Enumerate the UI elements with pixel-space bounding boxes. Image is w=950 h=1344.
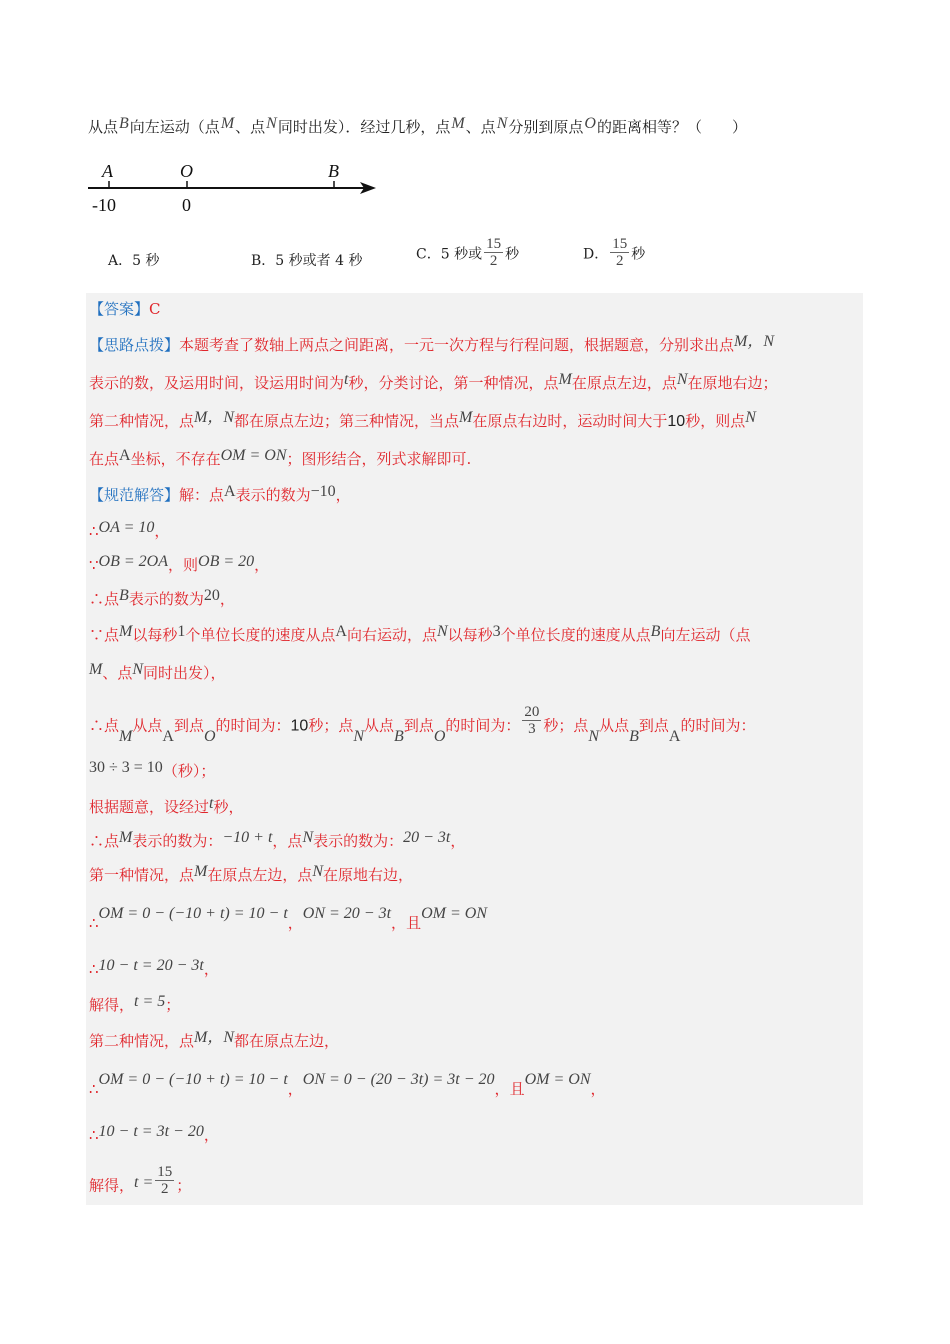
solution-tag: 【规范解答】 [89,486,180,504]
solution-line-6 [89,662,226,685]
solution-line-11 [89,864,413,887]
text: 解：点 [179,486,225,504]
math: t = 5 [134,993,166,1010]
option-c[interactable] [416,238,519,271]
solution-line-17 [89,1124,219,1147]
math: 1 [177,623,186,640]
text: 表示的数，及运用时间，设运用时间为 [89,374,345,392]
solution-line-16 [89,1071,606,1098]
text: 秒；点 [308,716,354,735]
text: 在原地右边， [323,866,414,884]
text: 点 [104,832,120,850]
text: 在点 [89,450,120,468]
text: 解得， [89,996,135,1014]
number: 10 [667,413,686,430]
math-t: t [344,371,349,388]
option-a[interactable]: A．5 秒 [108,253,160,269]
q-text: 、点 [465,118,496,136]
math-N: N [266,115,277,132]
analysis-line-1 [89,334,774,357]
label-A: A [102,161,113,181]
therefore-icon: ∴ [89,832,105,850]
solution-line-4 [89,588,235,611]
math-A: A [224,483,236,500]
frac-den: 2 [489,253,498,269]
answer-value: C [149,300,161,318]
option-b[interactable]: B．5 秒或者 4 秒 [251,253,363,269]
option-c-unit: 秒 [505,246,520,263]
text: 解得， [89,1176,135,1195]
because-icon: ∵ [89,626,105,644]
text: 表示的数为： [132,832,223,850]
text: 个单位长度的速度从点 [185,626,336,644]
text: 在原点左边，点 [571,374,677,392]
text: 从点 [132,716,163,735]
math-N: N [353,727,365,745]
text: （秒）； [162,762,216,780]
label-O: O [180,161,193,181]
math-M: M [194,863,208,880]
text: ， [287,914,303,932]
fraction [522,704,541,737]
text: ， [287,1080,303,1098]
because-icon: ∵ [89,556,99,574]
answer-options [108,236,808,280]
text: 到点 [638,716,669,735]
text: 的时间为： [445,716,521,735]
frac-num: 20 [524,704,540,720]
math-N: N [436,623,448,640]
math: OB = 2OA [98,553,168,570]
therefore-icon: ∴ [89,1080,99,1098]
fraction [155,1164,174,1197]
text: 到点 [403,716,434,735]
text: 在原点右边时，运动时间大于 [472,412,668,430]
fraction [484,236,503,269]
math-A: A [335,623,347,640]
text: 根据题意，设经过 [89,798,210,816]
text: 第一种情况，点 [89,866,195,884]
solution-line-7 [89,704,756,745]
math: ON = 0 − (20 − 3t) = 3t − 20 [302,1071,495,1088]
math-M: M [89,661,103,678]
text: 点 [104,626,120,644]
frac-den: 2 [161,1181,169,1197]
text: 秒；点 [543,716,589,735]
solution-line-12 [89,905,487,932]
solution-line-18 [89,1164,192,1203]
math: 10 − t = 3t − 20 [98,1123,204,1140]
text: 秒， [213,798,244,816]
solution-line-9 [89,796,243,819]
math-A: A [162,727,174,745]
math-N: N [745,409,756,426]
therefore-icon: ∴ [89,716,105,735]
tick-neg10: -10 [92,195,116,215]
text: 第二种情况，点 [89,412,195,430]
math-N: N [588,727,600,745]
text: 同时出发）， [143,664,226,682]
text: 点 [104,716,120,735]
text: 的时间为： [215,716,291,735]
q-text: 的距离相等？（ ） [596,118,747,136]
math-B: B [119,115,129,132]
option-c-text: C．5 秒或 [416,246,483,263]
math: 3 [492,623,501,640]
text: 秒，分类讨论，第一种情况，点 [348,374,559,392]
fraction [610,236,629,269]
therefore-icon: ∴ [89,960,99,978]
math: OM = ON [421,905,487,922]
text: ；图形结合，列式求解即可. [286,450,472,468]
answer-tag: 【答案】 [89,300,150,318]
analysis-line-4 [89,448,471,471]
number-line-figure [86,158,386,218]
text: ， [450,832,466,850]
math-B: B [119,587,129,604]
tick-0: 0 [182,195,191,215]
text: ，点 [272,832,303,850]
frac-num: 15 [486,236,502,252]
solution-line-14 [89,994,180,1017]
frac-num: 15 [157,1164,173,1180]
math-M: M [459,409,473,426]
math: 30 ÷ 3 = 10 [89,759,163,776]
text: 秒，则点 [685,412,746,430]
math: OB = 20 [198,553,255,570]
text: 点 [104,590,120,608]
math-O: O [433,727,446,745]
text: ， [391,914,407,932]
math-O: O [584,115,596,132]
text: 以每秒 [132,626,178,644]
solution-line-3 [89,554,269,577]
math: ON = 20 − 3t [302,905,392,922]
math: 10 − t = 20 − 3t [98,957,204,974]
text: 从点 [364,716,395,735]
therefore-icon: ∴ [89,590,105,608]
text: 表示的数为： [313,832,404,850]
math: OM = 0 − (−10 + t) = 10 − t [98,905,288,922]
math: −10 [310,483,336,500]
q-text: 同时出发）．经过几秒，点 [277,118,451,136]
solution-line-2 [89,520,169,543]
math-N: N [312,863,324,880]
math-N: N [676,371,688,388]
text: ， [590,1080,606,1098]
math-B: B [650,623,661,640]
therefore-icon: ∴ [89,1126,99,1144]
text: ； [165,996,181,1014]
text: ，则 [168,556,199,574]
number-line-icon [86,158,386,218]
solution-line-5 [89,624,750,647]
math-O: O [203,727,216,745]
q-text: 从点 [88,118,119,136]
math-M: M [558,371,572,388]
solution-line-15 [89,1030,339,1053]
text: 表示的数为 [128,590,204,608]
analysis-line-3 [89,410,756,433]
therefore-icon: ∴ [89,522,99,540]
text: 都在原点左边；第三种情况，当点 [234,412,460,430]
text: 且 [406,914,422,932]
math: OM = ON [524,1071,591,1088]
math-M: M [220,115,235,132]
math: M，N [734,333,775,350]
text: 个单位长度的速度从点 [500,626,651,644]
option-d-unit: 秒 [631,246,646,263]
option-d[interactable] [583,238,645,271]
math-M: M [119,829,133,846]
frac-den: 2 [615,253,624,269]
math: OM = ON [220,447,287,464]
math-A: A [668,727,681,745]
q-text: 分别到原点 [508,118,584,136]
math-M: M [119,727,133,745]
text: ， [219,590,235,608]
text: 本题考查了数轴上两点之间距离，一元一次方程与行程问题，根据题意，分别求出点 [179,336,735,354]
text: 向右运动，点 [346,626,437,644]
math-t: t [209,795,214,812]
math-B: B [629,727,639,745]
frac-num: 15 [612,236,628,252]
frac-den: 3 [528,721,536,737]
math: 20 [203,587,220,604]
math: 20 − 3t [403,829,451,846]
text: 都在原点左边， [234,1032,340,1050]
label-B: B [328,161,339,181]
text: 表示的数为 [235,486,311,504]
text: 在原点左边，点 [207,866,313,884]
question-text [88,116,858,139]
text: ， [335,486,351,504]
math: −10 + t [222,829,273,846]
solution-line-13 [89,958,219,981]
text: ， [203,960,219,978]
math-A: A [119,447,131,464]
math: M，N [194,409,235,426]
math: t = [134,1173,154,1191]
solution-line-1 [89,484,351,507]
text: ， [494,1080,510,1098]
text: 向左运动（点 [660,626,751,644]
analysis-line-2 [89,372,778,395]
text: 以每秒 [447,626,493,644]
math-M: M [451,115,465,132]
number: 10 [290,717,309,735]
text: 从点 [599,716,630,735]
analysis-tag: 【思路点拨】 [89,336,180,354]
math-N: N [496,115,508,132]
math-N: N [302,829,314,846]
text: 在原地右边； [687,374,778,392]
math-B: B [394,727,404,745]
option-d-text: D． [583,246,609,263]
text: 且 [509,1080,525,1098]
text: 的时间为： [680,716,756,735]
solution-line-10 [89,830,465,853]
text: ， [203,1126,219,1144]
q-text: 、点 [235,118,266,136]
text: 、点 [102,664,133,682]
solution-line-8 [89,760,215,783]
math: OM = 0 − (−10 + t) = 10 − t [98,1071,288,1088]
text: 坐标，不存在 [130,450,221,468]
math: OA = 10 [98,519,155,536]
answer-line [89,298,161,320]
math-N: N [132,661,144,678]
q-text: 向左运动（点 [129,118,220,136]
text: 第二种情况，点 [89,1032,195,1050]
therefore-icon: ∴ [89,914,99,932]
text: 到点 [173,716,204,735]
text: ； [176,1176,192,1195]
math-M: M [119,623,133,640]
text: ， [154,522,170,540]
text: ， [254,556,270,574]
math: M，N [194,1029,235,1046]
